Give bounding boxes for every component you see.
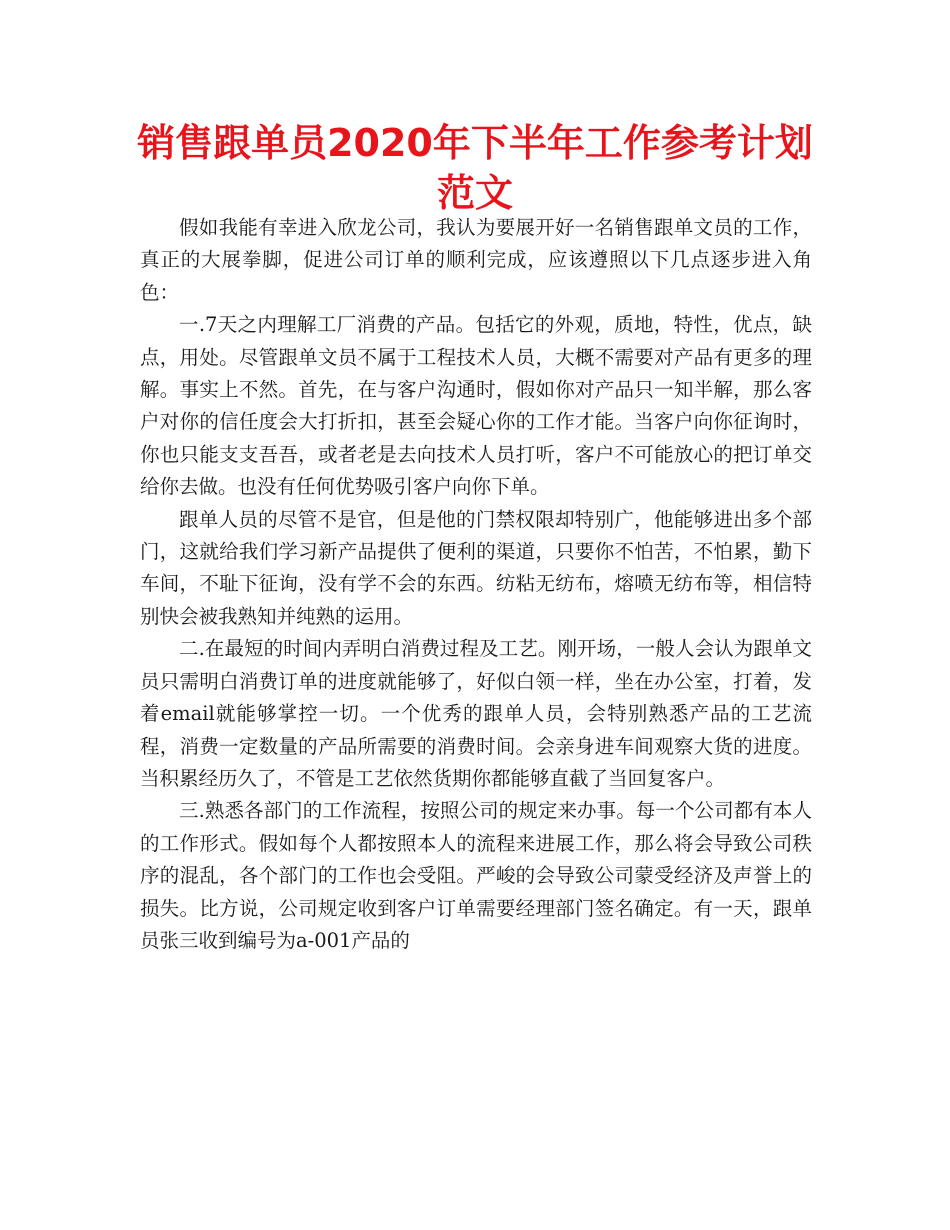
paragraph-point-two: 二.在最短的时间内弄明白消费过程及工艺。刚开场，一般人会认为跟单文员只需明白消费订单的进度就能够了，好似白领一样，坐在办公室，打着，发着email就能够掌控一切。一个优秀的跟单人员，会特别熟悉产品的工艺流程，消费一定数量的产品所需要的消费时间。会亲身进车间观察大货的进度。当积累经历久了，不管是工艺依然货期你都能够直截了当回复客户。 bbox=[140, 637, 812, 790]
document-title: 销售跟单员2020年下半年工作参考计划范文 bbox=[137, 121, 813, 215]
document-body bbox=[140, 212, 812, 957]
paragraph-intro: 假如我能有幸进入欣龙公司，我认为要展开好一名销售跟单文员的工作，真正的大展拳脚，促进公司订单的顺利完成，应该遵照以下几点逐步进入角色： bbox=[140, 216, 812, 304]
paragraph-point-one: 一.7天之内理解工厂消费的产品。包括它的外观，质地，特性，优点，缺点，用处。尽管跟单文员不属于工程技术人员，大概不需要对产品有更多的理解。事实上不然。首先，在与客户沟通时，假如你对产品只一知半解，那么客户对你的信任度会大打折扣，甚至会疑心你的工作才能。当客户向你征询时，你也只能支支吾吾，或者老是去向技术人员打听，客户不可能放心的把订单交给你去做。也没有任何优势吸引客户向你下单。 bbox=[140, 313, 812, 499]
paragraph-point-three: 三.熟悉各部门的工作流程，按照公司的规定来办事。每一个公司都有本人的工作形式。假如每个人都按照本人的流程来进展工作，那么将会导致公司秩序的混乱，各个部门的工作也会受阻。严峻的会导致公司蒙受经济及声誉上的损失。比方说，公司规定收到客户订单需要经理部门签名确定。有一天，跟单员张三收到编号为a-001产品的 bbox=[140, 799, 812, 952]
paragraph-point-one-continued: 跟单人员的尽管不是官，但是他的门禁权限却特别广，他能够进出多个部门，这就给我们学习新产品提供了便利的渠道，只要你不怕苦，不怕累，勤下车间，不耻下征询，没有学不会的东西。纺粘无纺布，熔喷无纺布等，相信特别快会被我熟知并纯熟的运用。 bbox=[140, 507, 812, 628]
